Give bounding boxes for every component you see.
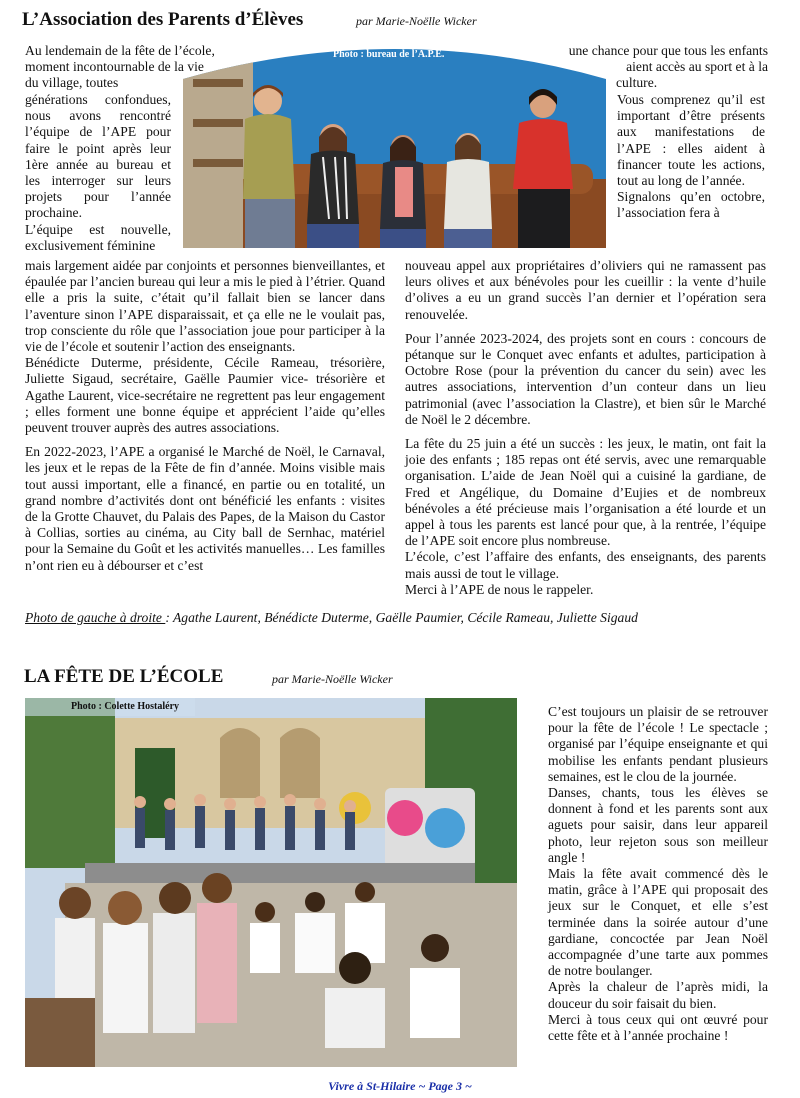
line: une chance pour que tous les enfants	[568, 43, 768, 58]
ape-team-photo-image	[183, 39, 606, 248]
school-fete-photo	[25, 698, 517, 1067]
paragraph: Bénédicte Duterme, présidente, Cécile Rameau, trésorière, Juliette Sigaud, secrétaire, Gaëlle Paumier vice- trésorière et Agathe Laurent, vice-secrétaire ne regrettent pas leur engagement ; elles forment une bonne équipe et apprécient l’aide qu’elles peuvent trouver auprès des autres associations.	[25, 355, 385, 436]
paragraph: Vous comprenez qu’il est important d’être présents aux manifestations de l’APE : elles aident à financer toute les actions, tout au long de l’année.	[617, 92, 765, 189]
article2-text	[548, 704, 768, 1044]
paragraph: Pour l’année 2023-2024, des projets sont en cours : concours de pétanque sur le Conquet avec enfants et adultes, participation à Octobre Rose (pour la prévention du cancer du sein) avec les autres associations, intervention d’un conteur dans un lieu patrimonial (avec l’association la Clastre), et bien sûr le Marché de Noël le 2 décembre.	[405, 330, 766, 427]
paragraph: L’équipe est nouvelle, exclusivement féminine	[25, 221, 171, 253]
article1-title: L’Association des Parents d’Élèves	[22, 9, 304, 30]
paragraph: En 2022-2023, l’APE a organisé le Marché de Noël, le Carnaval, les jeux et le repas de la Fête de fin d’année. Moins visible mais tout aussi important, elle a financé, en partie ou en totalité, un grand nombre d’activités dont ont bénéficié les enfants : visites de la Grotte Chauvet, du Palais des Papes, de la Maison du Castor à Collias, sorties au cinéma, au City ball de Sernhac, matériel pour la Semaine du Goût et les activités manuelles… Les familles n’ont rien eu à débourser et c’est	[25, 444, 385, 573]
paragraph: nouveau appel aux propriétaires d’oliviers qui ne ramassent pas leurs olives et aux bénévoles pour les cueillir : la vente d’huile d’olives a eu un grand succès l’an dernier et l’opération sera renouvelée.	[405, 258, 766, 322]
paragraph: C’est toujours un plaisir de se retrouver pour la fête de l’école ! Le spectacle ; organisé par l’équipe enseignante et qui mobilise les enfants pendant plusieurs semaines, est le clou de la journée.	[548, 704, 768, 784]
article1-right-col	[617, 92, 765, 222]
line: aient accès au sport et à la	[626, 59, 768, 75]
paragraph: Après la chaleur de l’après midi, la douceur du soir faisait du bien.	[548, 979, 768, 1011]
article1-right-main	[405, 258, 766, 598]
school-fete-photo-image	[25, 698, 517, 1067]
paragraph: L’école, c’est l’affaire des enfants, des enseignants, des parents mais aussi de tout le village.	[405, 549, 766, 581]
line: Au lendemain de la fête de l’école,	[25, 43, 215, 58]
paragraph: Signalons qu’en octobre, l’association fera à	[617, 189, 765, 221]
article1-byline: par Marie-Noëlle Wicker	[356, 14, 477, 28]
paragraph: La fête du 25 juin a été un succès : les jeux, le matin, ont fait la joie des enfants ; 185 repas ont été servis, avec une remarquable organisation. L’aide de Jean Noël qui a cuisiné la gardiane, de Fred et Angélique, du Domaine d’Eujies et de nombreux bénévoles a été précieuse mais l’organisation a été lourde et un appel à tous les parents est lancé pour que, à la rentrée, l’équipe de l’APE soit encore plus nombreuse.	[405, 436, 766, 549]
photo-credit: Photo : Colette Hostaléry	[71, 701, 180, 712]
page-footer: Vivre à St-Hilaire ~ Page 3 ~	[328, 1079, 472, 1093]
article2-byline: par Marie-Noëlle Wicker	[272, 672, 393, 686]
paragraph: Danses, chants, tous les élèves se donnent à fond et les parents sont aux aguets pour saisir, dans leur appareil photo, leur rejeton sous son meilleur angle !	[548, 785, 768, 865]
paragraph: mais largement aidée par conjoints et personnes bienveillantes, et épaulée par l’ancien bureau qui leur a mis le pied à l’étrier. Quand elle a pris la suite, c’était qu’il fallait bien se lancer dans l’aventure sinon l’APE disparaissait, et ça elle ne le voulait pas, trop consciente du rôle que l’association joue pour participer à la vie de l’école et soutenir l’action des enseignants.	[25, 258, 385, 355]
article1-left-col	[25, 92, 171, 254]
article1-left-main	[25, 258, 385, 574]
article2-title: LA FÊTE DE L’ÉCOLE	[24, 666, 224, 687]
line: culture.	[616, 75, 658, 91]
ape-team-photo	[183, 39, 606, 248]
caption-text: : Agathe Laurent, Bénédicte Duterme, Gaëlle Paumier, Cécile Rameau, Juliette Sigaud	[165, 610, 638, 625]
paragraph: Merci à l’APE de nous le rappeler.	[405, 581, 594, 597]
paragraph: générations confondues, nous avons rencontré l’équipe de l’APE pour faire le point après leur 1ère année au bureau et les interroger sur leurs projets pour l’année prochaine.	[25, 92, 171, 221]
paragraph: Merci à tous ceux qui ont œuvré pour cette fête et à l’année prochaine !	[548, 1011, 768, 1044]
line: moment incontournable de la vie	[25, 59, 204, 75]
paragraph: Mais la fête avait commencé dès le matin, grâce à l’APE qui proposait des jeux sur le Conquet, et elle s’est terminée dans la soirée autour d’une gardiane, concoctée par Jean Noël accompagnée d’une tarte aux pommes de notre boulanger.	[548, 866, 768, 979]
photo-caption	[25, 610, 638, 626]
line: du village, toutes	[25, 75, 119, 91]
photo-credit: Photo : bureau de l’A.P.E.	[333, 49, 445, 60]
caption-label: Photo de gauche à droite	[25, 610, 166, 625]
